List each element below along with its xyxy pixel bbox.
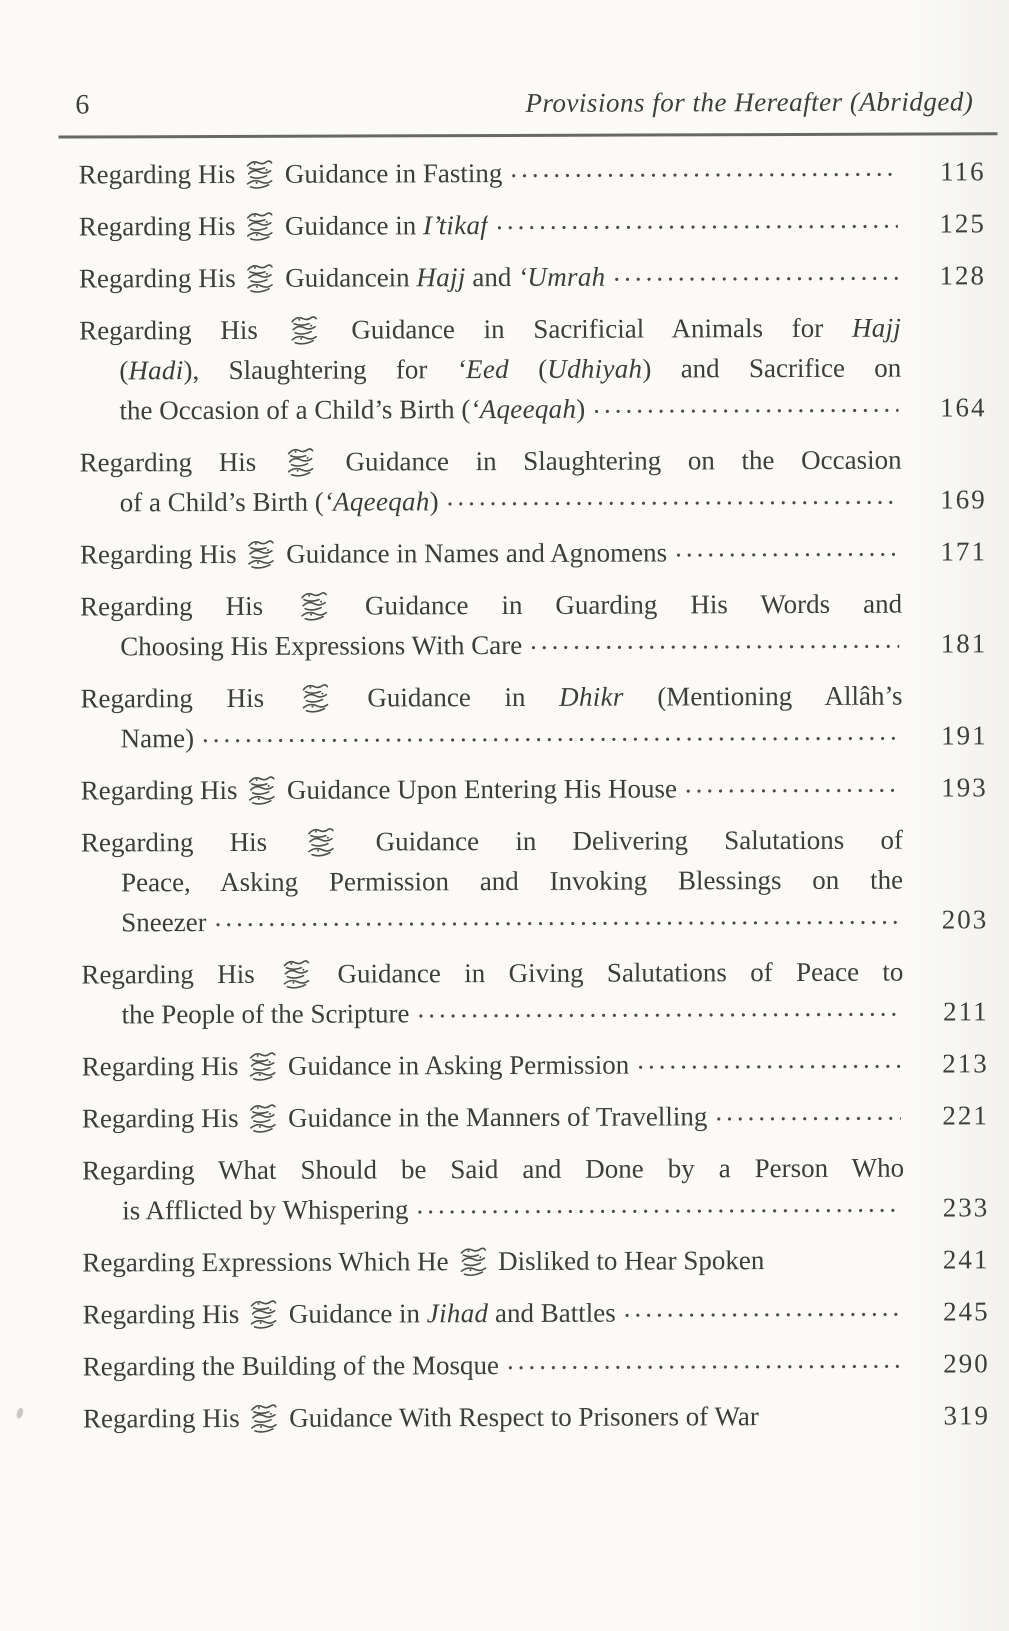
toc-entry-line xyxy=(79,347,986,390)
toc-entry xyxy=(82,1147,989,1230)
toc-entry xyxy=(83,1395,990,1438)
toc-entry-line xyxy=(83,1343,990,1386)
toc-entry-text: Regarding His Guidance in the Manners of Travelling xyxy=(82,1096,708,1138)
toc-entry-line xyxy=(80,531,987,574)
sallallahu-alayhi-wasallam-icon xyxy=(306,826,336,860)
dot-leader xyxy=(767,1406,902,1436)
dot-leader xyxy=(685,778,900,809)
toc-page-number: 116 xyxy=(940,156,986,187)
toc-entry-text: the Occasion of a Child’s Birth (‘Aqeeqah) xyxy=(119,393,586,426)
dot-leader xyxy=(675,542,899,573)
dot-leader xyxy=(417,1002,900,1034)
dot-leader xyxy=(507,1354,902,1385)
sallallahu-alayhi-wasallam-icon xyxy=(246,538,276,572)
toc-entry-text: Regarding the Building of the Mosque xyxy=(82,1350,500,1382)
toc-entry-line xyxy=(81,951,988,994)
toc-entry-text: Regarding His Guidance in Names and Agnomens xyxy=(80,532,667,574)
toc-entry-text: Regarding His Guidance in Guarding His Words and xyxy=(80,589,902,622)
sallallahu-alayhi-wasallam-icon xyxy=(281,958,311,992)
toc-entry-text: Regarding His Guidance in Fasting xyxy=(79,153,503,194)
toc-entry-line xyxy=(82,1239,989,1282)
toc-entry xyxy=(79,307,986,430)
toc-page-number: 169 xyxy=(940,484,987,515)
dot-leader xyxy=(593,398,898,429)
toc-entry xyxy=(81,819,988,942)
toc-entry xyxy=(83,1343,990,1386)
toc-entry-text: Choosing His Expressions With Care xyxy=(120,629,523,662)
toc-entry-text: Regarding His Guidance in I’tikaf xyxy=(79,205,488,246)
toc-page-number: 203 xyxy=(941,904,989,935)
toc-page-number: 211 xyxy=(942,996,989,1027)
toc-entry xyxy=(80,439,987,522)
toc-page-number: 164 xyxy=(939,392,987,423)
dot-leader xyxy=(202,726,900,758)
toc-entry-line xyxy=(82,1043,989,1086)
toc-entry-line xyxy=(81,819,988,862)
toc-entry-text: Peace, Asking Permission and Invoking Blessings on the xyxy=(121,864,904,898)
toc-entry-line xyxy=(81,899,988,942)
toc-page-number: 128 xyxy=(939,260,987,291)
toc-entry-text: Regarding His Guidance in Sacrificial Animals for Hajj xyxy=(79,313,901,346)
toc-entry-line xyxy=(83,1395,990,1438)
dot-leader xyxy=(447,490,899,522)
toc-entry-line xyxy=(80,479,987,522)
toc-entry-text: Regarding His Guidance in Asking Permission xyxy=(82,1045,630,1087)
toc-page-number: 181 xyxy=(940,628,988,659)
toc-entry-line xyxy=(83,1291,990,1334)
toc-entry-text: Regarding His Guidance Upon Entering His House xyxy=(81,768,677,810)
toc-entry-line xyxy=(82,1187,989,1230)
toc-entry xyxy=(81,767,988,810)
toc-entry-text: Regarding What Should be Said and Done by a Person Who xyxy=(82,1152,905,1186)
toc-entry xyxy=(79,203,986,246)
running-title: Provisions for the Hereafter (Abridged) xyxy=(525,86,974,118)
toc-entry xyxy=(80,531,987,574)
dot-leader xyxy=(715,1106,901,1137)
toc-entry-line xyxy=(80,623,987,666)
toc-entry-text: Regarding His Guidancein Hajj and ‘Umrah xyxy=(79,257,606,299)
page-header xyxy=(0,0,1009,122)
dot-leader xyxy=(496,214,898,245)
toc-page-number: 245 xyxy=(943,1296,990,1327)
sallallahu-alayhi-wasallam-icon xyxy=(301,682,331,716)
dot-leader xyxy=(637,1054,901,1085)
toc-entry-line xyxy=(82,1147,989,1190)
dot-leader xyxy=(613,266,898,297)
toc-entry-text: the People of the Scripture xyxy=(121,998,410,1030)
toc-page-number: 125 xyxy=(939,208,986,239)
toc-entry-text: Regarding His Guidance in Delivering Salutations of xyxy=(81,825,903,858)
toc-entry xyxy=(82,1043,989,1086)
dot-leader xyxy=(215,910,901,942)
toc-entry xyxy=(82,1239,989,1282)
toc-entry xyxy=(81,951,988,1034)
toc-page-number: 319 xyxy=(943,1400,990,1431)
sallallahu-alayhi-wasallam-icon xyxy=(290,314,320,348)
toc-entry xyxy=(80,583,987,666)
toc-entry xyxy=(82,1095,989,1138)
sallallahu-alayhi-wasallam-icon xyxy=(248,1102,278,1136)
toc-entry-line xyxy=(82,1095,989,1138)
toc-entry xyxy=(80,675,987,758)
sallallahu-alayhi-wasallam-icon xyxy=(299,590,329,624)
toc-entry-line xyxy=(81,767,988,810)
toc-page-number: 191 xyxy=(941,720,988,751)
table-of-contents xyxy=(0,135,1009,1439)
sallallahu-alayhi-wasallam-icon xyxy=(249,1298,279,1332)
toc-page-number: 290 xyxy=(943,1348,990,1379)
toc-entry-text: of a Child’s Birth (‘Aqeeqah) xyxy=(119,486,439,518)
toc-entry-line xyxy=(79,255,986,298)
toc-entry xyxy=(79,151,986,194)
toc-entry-line xyxy=(79,307,986,350)
toc-entry-line xyxy=(79,203,986,246)
sallallahu-alayhi-wasallam-icon xyxy=(249,1402,279,1436)
toc-entry-text: Sneezer xyxy=(121,907,207,938)
toc-page-number: 171 xyxy=(940,536,987,567)
folio-number: 6 xyxy=(75,89,90,121)
dot-leader xyxy=(772,1250,901,1280)
toc-entry-line xyxy=(80,439,987,482)
toc-entry-text: Regarding His Guidance in Dhikr (Mentioning Allâh’s xyxy=(80,681,902,714)
toc-entry-line xyxy=(81,715,988,758)
dot-leader xyxy=(530,634,899,665)
toc-entry-text: Regarding His Guidance in Slaughtering on the Occasion xyxy=(80,445,902,478)
sallallahu-alayhi-wasallam-icon xyxy=(286,446,316,480)
toc-page-number: 193 xyxy=(941,772,988,803)
dot-leader xyxy=(416,1198,901,1230)
dot-leader xyxy=(510,162,897,193)
toc-entry-text: Regarding His Guidance in Jihad and Battles xyxy=(83,1293,616,1335)
toc-page-number: 213 xyxy=(942,1048,989,1079)
toc-entry-text: is Afflicted by Whispering xyxy=(122,1194,409,1226)
sallallahu-alayhi-wasallam-icon xyxy=(245,210,275,244)
toc-entry-line xyxy=(81,991,988,1034)
toc-entry-line xyxy=(79,151,986,194)
toc-entry-text: Regarding His Guidance in Giving Salutations of Peace to xyxy=(81,957,903,990)
dot-leader xyxy=(624,1302,902,1333)
toc-entry-line xyxy=(79,387,986,430)
sallallahu-alayhi-wasallam-icon xyxy=(247,774,277,808)
toc-entry-line xyxy=(80,583,987,626)
toc-entry-text: Name) xyxy=(120,723,195,754)
sallallahu-alayhi-wasallam-icon xyxy=(458,1245,488,1279)
toc-page-number: 241 xyxy=(942,1244,990,1275)
toc-entry-text: Regarding Expressions Which He Disliked to Hear Spoken xyxy=(82,1245,765,1278)
toc-entry-line xyxy=(81,859,988,902)
sallallahu-alayhi-wasallam-icon xyxy=(245,158,275,192)
toc-page-number: 221 xyxy=(942,1100,989,1131)
toc-entry-text: (Hadi), Slaughtering for ‘Eed (Udhiyah) and Sacrifice on xyxy=(119,352,902,386)
toc-entry-text: Regarding His Guidance With Respect to Prisoners of War xyxy=(83,1396,759,1438)
toc-entry xyxy=(83,1291,990,1334)
sallallahu-alayhi-wasallam-icon xyxy=(245,262,275,296)
sallallahu-alayhi-wasallam-icon xyxy=(248,1050,278,1084)
toc-entry xyxy=(79,255,986,298)
toc-page-number: 233 xyxy=(942,1192,990,1223)
toc-entry-line xyxy=(80,675,987,718)
